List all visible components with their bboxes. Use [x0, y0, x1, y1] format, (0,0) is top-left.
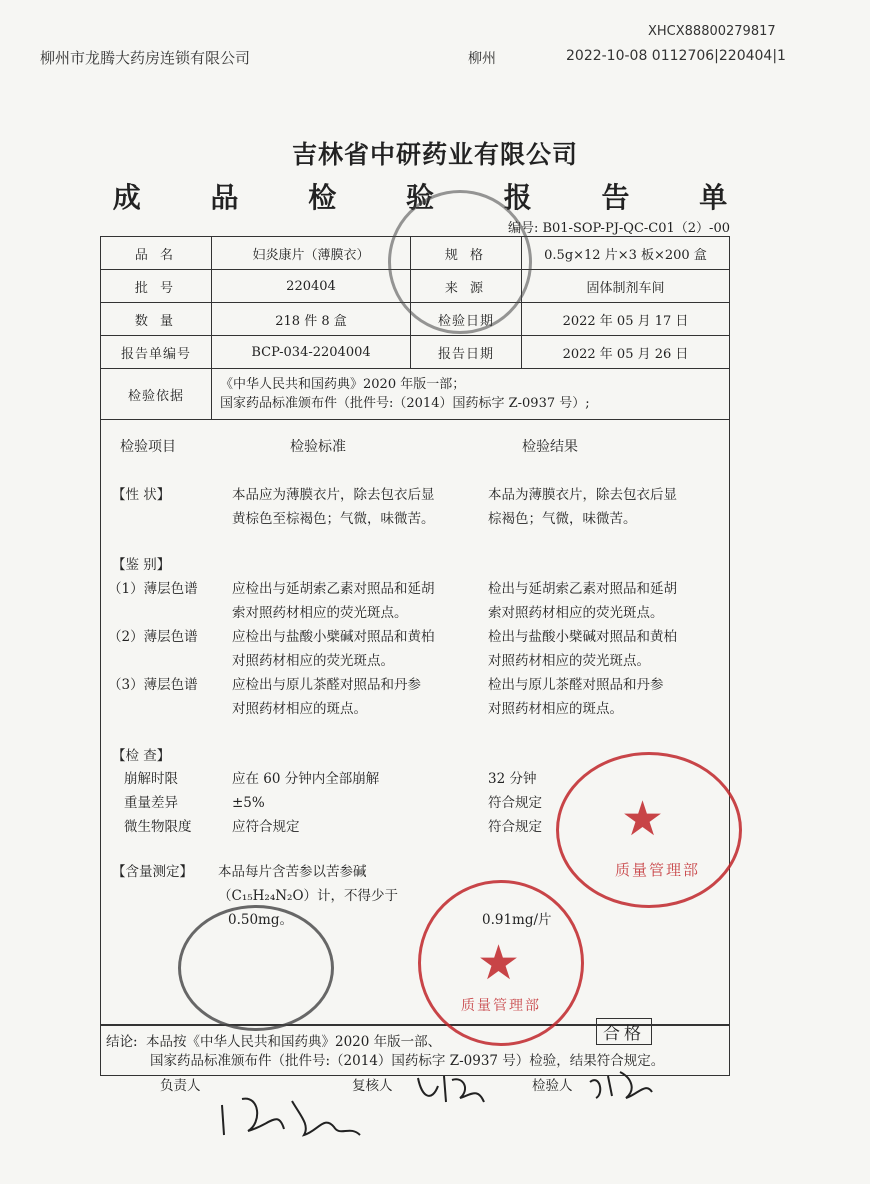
inspect-result-1: 32 分钟 — [488, 771, 537, 787]
inspect-item-3: 微生物限度 — [124, 819, 192, 835]
basis-line-2: 国家药品标准颁布件（批件号:（2014）国药标字 Z-0937 号）; — [220, 396, 590, 411]
ident-result-2a: 检出与盐酸小檗碱对照品和黄柏 — [488, 629, 677, 645]
doc-id: XHCX88800279817 — [648, 24, 776, 39]
character-section: 【性 状】 — [112, 487, 171, 503]
responsible-signature — [200, 1085, 370, 1145]
city-name: 柳州 — [468, 51, 496, 67]
assay-standard-3: 0.50mg。 — [228, 912, 294, 928]
report-number-value: BCP-034-2204004 — [212, 336, 411, 369]
company-title: 吉林省中研药业有限公司 — [291, 140, 578, 169]
ident-standard-3a: 应检出与原儿茶醛对照品和丹参 — [232, 677, 421, 693]
ident-result-3b: 对照药材相应的斑点。 — [488, 701, 623, 717]
ident-standard-2b: 对照药材相应的荧光斑点。 — [232, 653, 394, 669]
inspect-standard-3: 应符合规定 — [232, 819, 300, 835]
report-title: 成 品 检 验 报 告 单 — [112, 181, 758, 214]
column-item: 检验项目 — [120, 439, 176, 455]
product-label: 品 名 — [101, 237, 212, 270]
qc-stamp-right — [556, 752, 742, 908]
reviewer-signature — [412, 1068, 492, 1108]
source-value: 固体制剂车间 — [522, 270, 730, 303]
test-date-label: 检验日期 — [411, 303, 522, 336]
date-code: 2022-10-08 0112706|220404|1 — [566, 48, 786, 64]
ident-standard-2a: 应检出与盐酸小檗碱对照品和黄柏 — [232, 629, 435, 645]
spec-label: 规 格 — [411, 237, 522, 270]
qc-stamp-right-label: 质量管理部 — [615, 861, 701, 879]
ident-item-3: （3）薄层色谱 — [108, 677, 198, 693]
ident-standard-1b: 索对照药材相应的荧光斑点。 — [232, 605, 408, 621]
reviewer-label: 复核人 — [352, 1078, 393, 1094]
star-icon: ★ — [621, 791, 665, 847]
inspect-item-1: 崩解时限 — [124, 771, 178, 787]
ident-result-3a: 检出与原儿茶醛对照品和丹参 — [488, 677, 664, 693]
inspect-standard-1: 应在 60 分钟内全部崩解 — [232, 771, 380, 787]
gray-stamp-lower — [178, 905, 334, 1031]
inspect-result-3: 符合规定 — [488, 819, 542, 835]
assay-standard-2: （C₁₅H₂₄N₂O）计，不得少于 — [218, 888, 399, 904]
pass-stamp: 合格 — [596, 1018, 652, 1045]
test-date-value: 2022 年 05 月 17 日 — [522, 303, 730, 336]
assay-standard-1: 本品每片含苦参以苦参碱 — [218, 864, 367, 880]
spec-value: 0.5g×12 片×3 板×200 盒 — [522, 237, 730, 270]
character-result-1: 本品为薄膜衣片，除去包衣后显 — [488, 487, 677, 503]
ident-result-1b: 索对照药材相应的荧光斑点。 — [488, 605, 664, 621]
inspection-section: 【检 查】 — [112, 748, 171, 764]
inspect-item-2: 重量差异 — [124, 795, 178, 811]
basis-line-1: 《中华人民共和国药典》2020 年版一部； — [220, 377, 466, 392]
quantity-value: 218 件 8 盒 — [212, 303, 411, 336]
column-standard: 检验标准 — [290, 439, 346, 455]
character-result-2: 棕褐色；气微，味微苦。 — [488, 511, 637, 527]
batch-label: 批 号 — [101, 270, 212, 303]
inspect-standard-2: ±5% — [232, 795, 265, 811]
batch-value: 220404 — [212, 270, 411, 303]
character-standard-2: 黄棕色至棕褐色；气微，味微苦。 — [232, 511, 435, 527]
column-result: 检验结果 — [522, 439, 578, 455]
assay-section: 【含量测定】 — [112, 864, 193, 880]
report-date-value: 2022 年 05 月 26 日 — [522, 336, 730, 369]
basis-value — [212, 369, 730, 420]
ident-result-2b: 对照药材相应的荧光斑点。 — [488, 653, 650, 669]
table-row — [101, 369, 730, 420]
report-date-label: 报告日期 — [411, 336, 522, 369]
ident-standard-1a: 应检出与延胡索乙素对照品和延胡 — [232, 581, 435, 597]
source-label: 来 源 — [411, 270, 522, 303]
inspector-signature — [586, 1064, 656, 1104]
ident-standard-3b: 对照药材相应的斑点。 — [232, 701, 367, 717]
qc-stamp-lower — [418, 880, 584, 1046]
conclusion-line-2: 国家药品标准颁布件（批件号:（2014）国药标字 Z-0937 号）检验，结果符合规定。 — [150, 1053, 665, 1069]
conclusion-line-1: 本品按《中华人民共和国药典》2020 年版一部、 — [146, 1034, 442, 1050]
identification-section: 【鉴 别】 — [112, 557, 171, 573]
pharmacy-name: 柳州市龙腾大药房连锁有限公司 — [40, 49, 251, 67]
product-value: 妇炎康片（薄膜衣） — [212, 237, 411, 270]
character-standard-1: 本品应为薄膜衣片，除去包衣后显 — [232, 487, 435, 503]
ident-item-2: （2）薄层色谱 — [108, 629, 198, 645]
basis-label: 检验依据 — [101, 369, 212, 420]
star-icon: ★ — [477, 935, 521, 991]
report-number-label: 报告单编号 — [101, 336, 212, 369]
quantity-label: 数 量 — [101, 303, 212, 336]
ident-item-1: （1）薄层色谱 — [108, 581, 198, 597]
qc-stamp-lower-label: 质量管理部 — [461, 998, 541, 1014]
round-stamp-top — [388, 190, 532, 334]
conclusion-label: 结论: — [106, 1034, 138, 1050]
responsible-label: 负责人 — [160, 1078, 201, 1094]
inspector-label: 检验人 — [532, 1078, 573, 1094]
document-number: 编号: B01-SOP-PJ-QC-C01（2）-00 — [507, 221, 730, 236]
ident-result-1a: 检出与延胡索乙素对照品和延胡 — [488, 581, 677, 597]
assay-result: 0.91mg/片 — [482, 912, 552, 928]
inspect-result-2: 符合规定 — [488, 795, 542, 811]
table-row — [101, 336, 730, 369]
